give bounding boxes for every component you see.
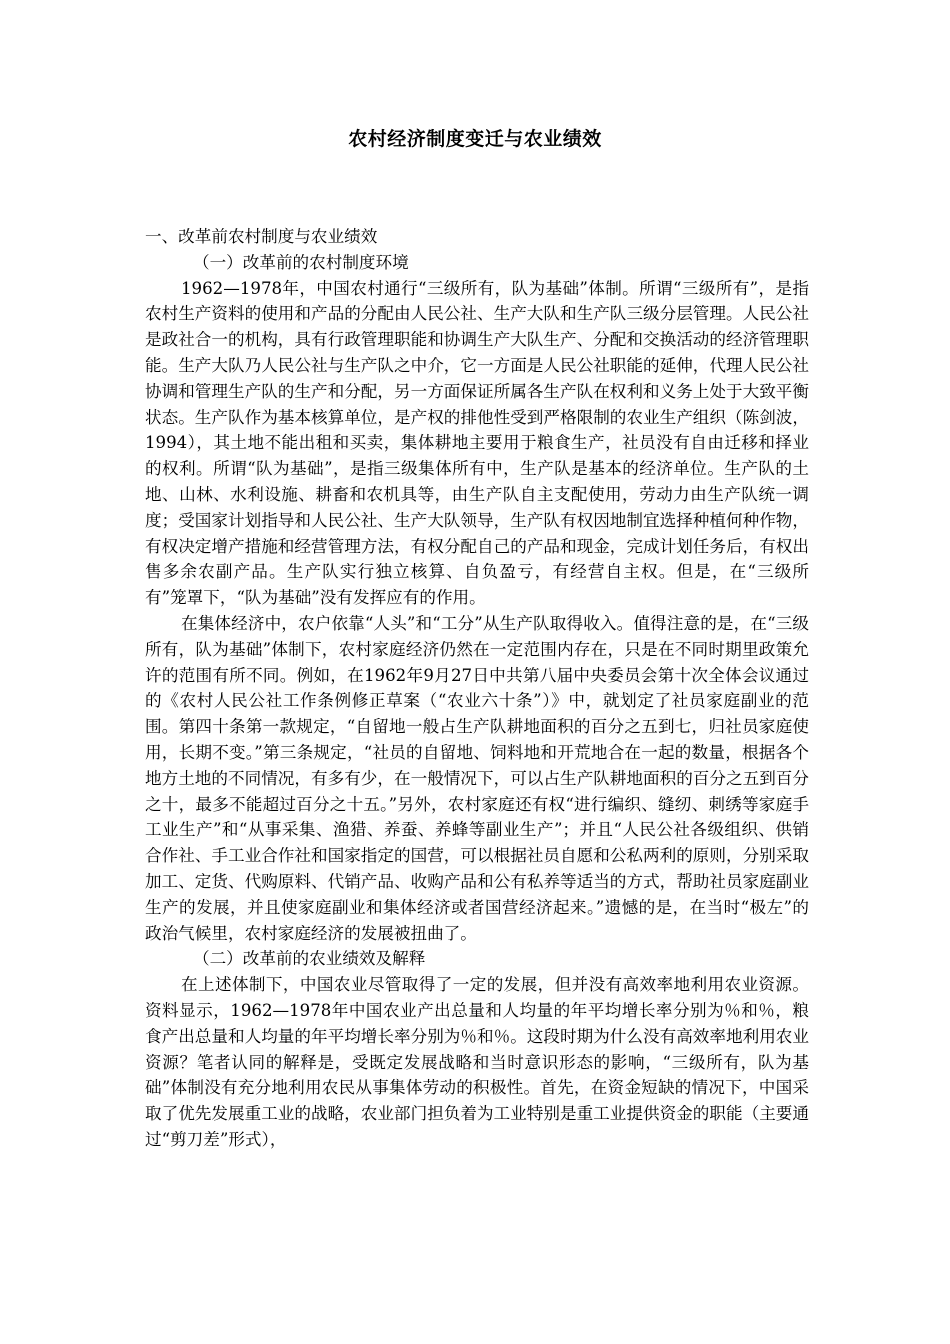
section-heading: 一、改革前农村制度与农业绩效 bbox=[145, 227, 378, 246]
document-body bbox=[145, 224, 809, 1153]
subsection-heading: （二）改革前的农业绩效及解释 bbox=[193, 949, 426, 969]
body-paragraph: 在集体经济中，农户依靠“人头”和“工分”从生产队取得收入。值得注意的是，在“三级所有，队为基础”体制下，农村家庭经济仍然在一定范围内存在，只是在不同时期里政策允许的范围有所不同。例如，在1962年9月27日中共第八届中央委员会第十次全体会议通过的《农村人民公社工作条例修正草案（“农业六十条”）》中，就划定了社员家庭副业的范围。第四十条第一款规定，“自留地一般占生产队耕地面积的百分之五到七，归社员家庭使用，长期不变。”第三条规定，“社员的自留地、饲料地和开荒地合在一起的数量，根据各个地方土地的不同情况，有多有少，在一般情况下，可以占生产队耕地面积的百分之五到百分之十，最多不能超过百分之十五。”另外，农村家庭还有权“进行编织、缝纫、刺绣等家庭手工业生产”和“从事采集、渔猎、养蚕、养蜂等副业生产”；并且“人民公社各级组织、供销合作社、手工业合作社和国家指定的国营，可以根据社员自愿和公私两利的原则，分别采取加工、定货、代购原料、代销产品、收购产品和公有私养等适当的方式，帮助社员家庭副业生产的发展，并且使家庭副业和集体经济或者国营经济起来。”遗憾的是，在当时“极左”的政治气候里，农村家庭经济的发展被扭曲了。 bbox=[145, 613, 809, 943]
document-title: 农村经济制度变迁与农业绩效 bbox=[348, 128, 602, 150]
subsection-heading: （一）改革前的农村制度环境 bbox=[193, 252, 409, 272]
body-paragraph: 在上述体制下，中国农业尽管取得了一定的发展，但并没有高效率地利用农业资源。资料显示，1962—1978年中国农业产出总量和人均量的年平均增长率分别为％和％，粮食产出总量和人均量的年平均增长率分别为％和％。这段时期为什么没有高效率地利用农业资源？笔者认同的解释是，受既定发展战略和当时意识形态的影响，“三级所有，队为基础”体制没有充分地利用农民从事集体劳动的积极性。首先，在资金短缺的情况下，中国采取了优先发展重工业的战略，农业部门担负着为工业特别是重工业提供资金的职能（主要通过“剪刀差”形式）， bbox=[145, 975, 809, 1149]
body-paragraph: 1962—1978年，中国农村通行“三级所有，队为基础”体制。所谓“三级所有”，是指农村生产资料的使用和产品的分配由人民公社、生产大队和生产队三级分层管理。人民公社是政社合一的机构，具有行政管理职能和协调生产大队生产、分配和交换活动的经济管理职能。生产大队乃人民公社与生产队之中介，它一方面是人民公社职能的延伸，代理人民公社协调和管理生产队的生产和分配，另一方面保证所属各生产队在权利和义务上处于大致平衡状态。生产队作为基本核算单位，是产权的排他性受到严格限制的农业生产组织（陈剑波，1994），其土地不能出租和买卖，集体耕地主要用于粮食生产，社员没有自由迁移和择业的权利。所谓“队为基础”，是指三级集体所有中，生产队是基本的经济单位。生产队的土地、山林、水利设施、耕畜和农机具等，由生产队自主支配使用，劳动力由生产队统一调度；受国家计划指导和人民公社、生产大队领导，生产队有权因地制宜选择种植何种作物，有权决定增产措施和经营管理方法，有权分配自己的产品和现金，完成计划任务后，有权出售多余农副产品。生产队实行独立核算、自负盈亏，有经营自主权。但是，在“三级所有”笼罩下，“队为基础”没有发挥应有的作用。 bbox=[145, 278, 809, 608]
